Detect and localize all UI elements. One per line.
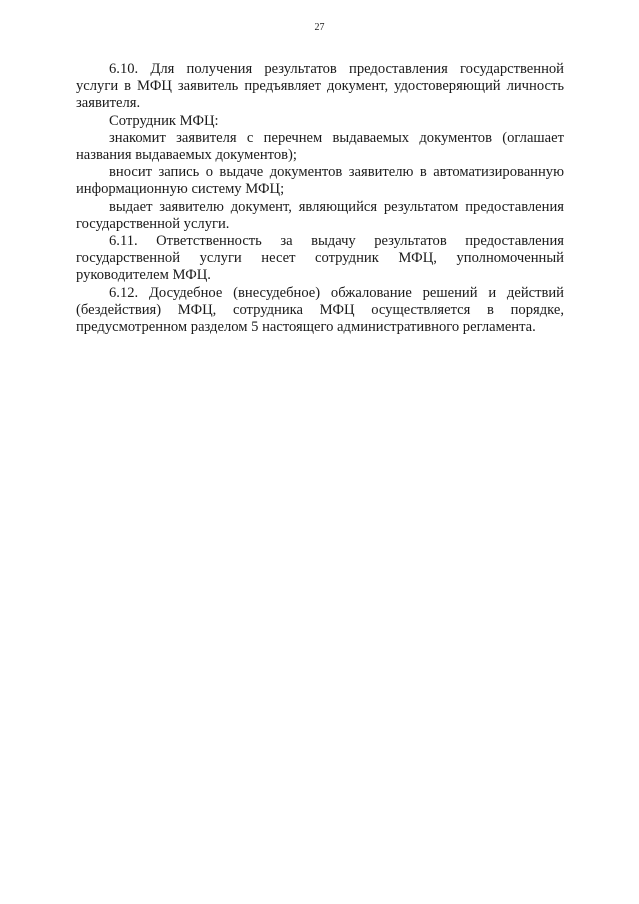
paragraph-acquaints-applicant: знакомит заявителя с перечнем выдаваемых документов (оглашает названия выдаваемых документов);	[76, 129, 564, 164]
page-number: 27	[314, 22, 325, 33]
paragraph-6-11: 6.11. Ответственность за выдачу результатов предоставления государственной услуги несет сотрудник МФЦ, уполномоченный руководителем МФЦ.	[76, 233, 564, 284]
document-body	[76, 61, 564, 336]
paragraph-mfc-employee: Сотрудник МФЦ:	[109, 112, 219, 129]
paragraph-records-issuance: вносит запись о выдаче документов заявителю в автоматизированную информационную систему МФЦ;	[76, 164, 564, 198]
paragraph-issues-document: выдает заявителю документ, являющийся результатом предоставления государственной услуги.	[76, 198, 564, 232]
paragraph-6-10: 6.10. Для получения результатов предоставления государственной услуги в МФЦ заявитель предъявляет документ, удостоверяющий личность заявителя.	[76, 61, 564, 112]
paragraph-6-12: 6.12. Досудебное (внесудебное) обжалование решений и действий (бездействия) МФЦ, сотрудника МФЦ осуществляется в порядке, предусмотренном разделом 5 настоящего административного регламента.	[76, 284, 564, 336]
